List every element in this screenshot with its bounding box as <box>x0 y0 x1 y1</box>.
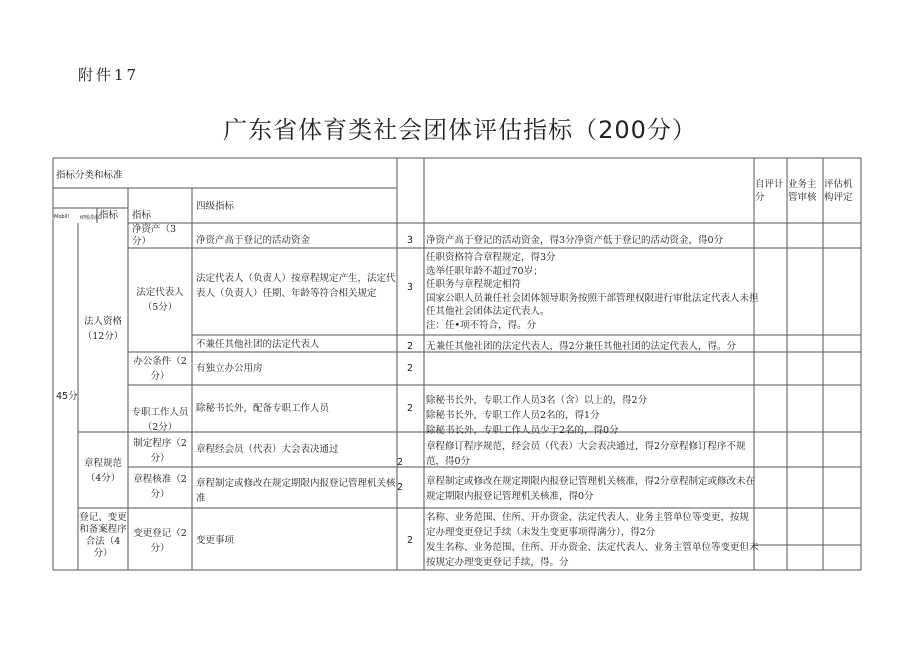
row-office-l4: 有独立办公用房 <box>196 363 263 374</box>
row-no-concurrent-std: 无兼任其他社团的法定代表人，得2分兼任其他社团的法定代表人，得。分 <box>426 341 737 352</box>
row-office-l3: 办公条件（2 分） <box>133 356 187 382</box>
row-staff-std: 除秘书长外，专职工作人员3名（含）以上的，得2分 除秘书长外，专职工作人员2名的，得1分 除秘书长外，专职工作人员少于2名的，得0分 <box>426 395 648 436</box>
row-change-reg-l3: 变更登记（2 分） <box>133 528 187 554</box>
header-tiny-a: Mobil! <box>54 214 70 220</box>
row-legal-rep-score: 3 <box>407 282 414 293</box>
header-level2: 指标 <box>99 210 119 221</box>
row-change-reg-score: 2 <box>407 535 414 546</box>
row-charter-approval-score: 2 <box>397 482 404 493</box>
row-charter-proc-l4: 章程经会员（代表）大会表决通过 <box>196 444 339 455</box>
group-charter: 章程规范 （4分） <box>83 458 122 484</box>
row-legal-rep-l4: 法定代表人（负责人）按章程规定产生，法定代 表人（负责人）任期、年龄等符合相关规定 <box>196 273 396 299</box>
header-self-score: 自评计分 <box>755 179 784 203</box>
header-level4: 四级指标 <box>196 201 235 212</box>
header-tiny-b: tP级指标 <box>80 215 100 221</box>
row-staff-l3: 专职工作人员 （2分） <box>131 407 189 433</box>
row-no-concurrent-l4: 不兼任其他社团的法定代表人 <box>196 339 320 350</box>
header-agency: 评估机构评定 <box>824 179 853 203</box>
group-legal: 法人资格 （12分） <box>82 316 124 342</box>
group-registration: 登记、变更 和备案程序 合法（4 分） <box>79 512 127 559</box>
row-legal-rep-std: 任职资格符合章程规定，得3分 选举任职年龄不超过70岁； 任职务与章程规定相符 国家公职人员兼任社会团体领导职务按照干部管理权限进行审批法定代表人未担 任其他社会团体法定代表人。 注：任•项不符合，得。分 <box>426 252 759 331</box>
row-legal-rep-l3: 法定代表人 （5分） <box>136 287 184 313</box>
row-net-assets-std: 净资产高于登记的活动资金，得3分净资产低于登记的活动资金，得0分 <box>426 235 724 246</box>
header-category: 指标分类和标准 <box>56 170 123 181</box>
row-charter-approval-l3: 章程核准（2 分） <box>133 474 187 500</box>
header-level1 <box>80 210 100 225</box>
row-office-score: 2 <box>407 363 414 374</box>
header-supervisor: 业务主管审核 <box>788 179 817 203</box>
document-title: 广东省体育类社会团体评估指标（200分） <box>223 116 697 144</box>
attachment-label: 附件17 <box>78 66 140 84</box>
header-level3: 指标 <box>132 210 152 221</box>
level1-score: 45分 <box>56 391 78 402</box>
row-charter-proc-l3: 制定程序（2 分） <box>133 438 187 464</box>
row-charter-approval-l4: 章程制定或修改在规定期限内报登记管理机关核 准 <box>196 478 396 504</box>
row-charter-approval-std: 章程制定或修改在规定期限内报登记管理机关核准，得2分章程制定或修改未在 规定期限内报登记管理机关核准，得0分 <box>426 476 756 502</box>
row-change-reg-l4: 变更事项 <box>196 535 235 546</box>
row-charter-proc-std: 章程修订程序规范，经会员（代表）大会表决通过，得2分章程修订程序不规 范，得0分 <box>426 441 746 467</box>
row-charter-proc-score: 2 <box>397 457 404 468</box>
row-net-assets-l4: 净资产高于登记的活动资金 <box>196 235 311 246</box>
row-no-concurrent-score: 2 <box>407 341 414 352</box>
row-change-reg-std: 名称、业务范围、住所、开办资金、法定代表人、业务主管单位等变更，按规 定办理变更登记手续（未发生变更事项得满分），得2分 发生名称、业务范围、住所、开办资金、法定代表人、业务主管单位等变更但未 按规定办理变更登记手续，得。分 <box>426 512 759 568</box>
row-net-assets-l3: 净资产（3 分） <box>132 224 177 247</box>
row-staff-score: 2 <box>407 403 414 414</box>
row-net-assets-score: 3 <box>407 235 414 246</box>
row-staff-l4: 除秘书长外，配备专职工作人员 <box>196 403 330 414</box>
